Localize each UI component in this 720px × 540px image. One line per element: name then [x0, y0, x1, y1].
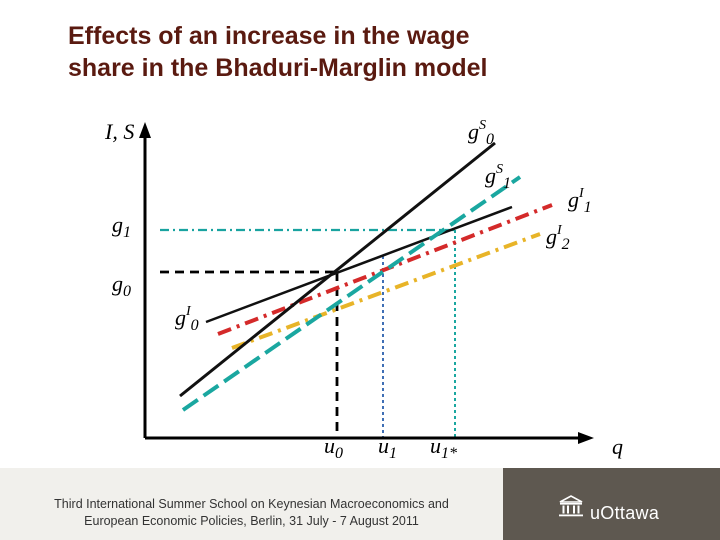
uottawa-logo-text: uOttawa — [590, 503, 660, 523]
g0-label: $g_0$ — [112, 271, 131, 300]
footer-line-2: European Economic Policies, Berlin, 31 July - 7 August 2011 — [84, 514, 419, 528]
g1-label: $g_1$ — [112, 212, 131, 241]
gI2-label: $g^I_2$ — [546, 223, 570, 253]
slide-title-line-1: Effects of an increase in the wage — [68, 22, 470, 50]
u1-label: $u_1$ — [378, 433, 397, 462]
gS1-line — [183, 177, 520, 410]
y-axis-arrow — [139, 122, 151, 138]
y-axis-label: I, S — [105, 119, 135, 144]
footer-line-1: Third International Summer School on Keynesian Macroeconomics and — [54, 497, 449, 511]
gI2-line — [232, 234, 540, 348]
gS0-line — [180, 143, 495, 396]
gI0-label: $g^I_0$ — [175, 304, 199, 334]
gI1-label: $g^I_1$ — [568, 186, 592, 216]
footer-conference-text — [0, 496, 503, 530]
slide-title-line-2: share in the Bhaduri-Marglin model — [68, 54, 488, 82]
footer-conference-panel — [0, 468, 503, 540]
gI1-line — [218, 205, 552, 334]
u0-label: $u_0$ — [324, 433, 343, 462]
u1star-label: $u_{1*}$ — [430, 433, 457, 462]
gS0-label: $g^S_0$ — [468, 118, 494, 148]
x-axis-arrow — [578, 432, 594, 444]
building-icon — [557, 493, 585, 519]
gS1-label: $g^S_1$ — [485, 162, 511, 192]
gI0-line — [206, 207, 512, 322]
x-axis-label: q — [612, 434, 623, 459]
